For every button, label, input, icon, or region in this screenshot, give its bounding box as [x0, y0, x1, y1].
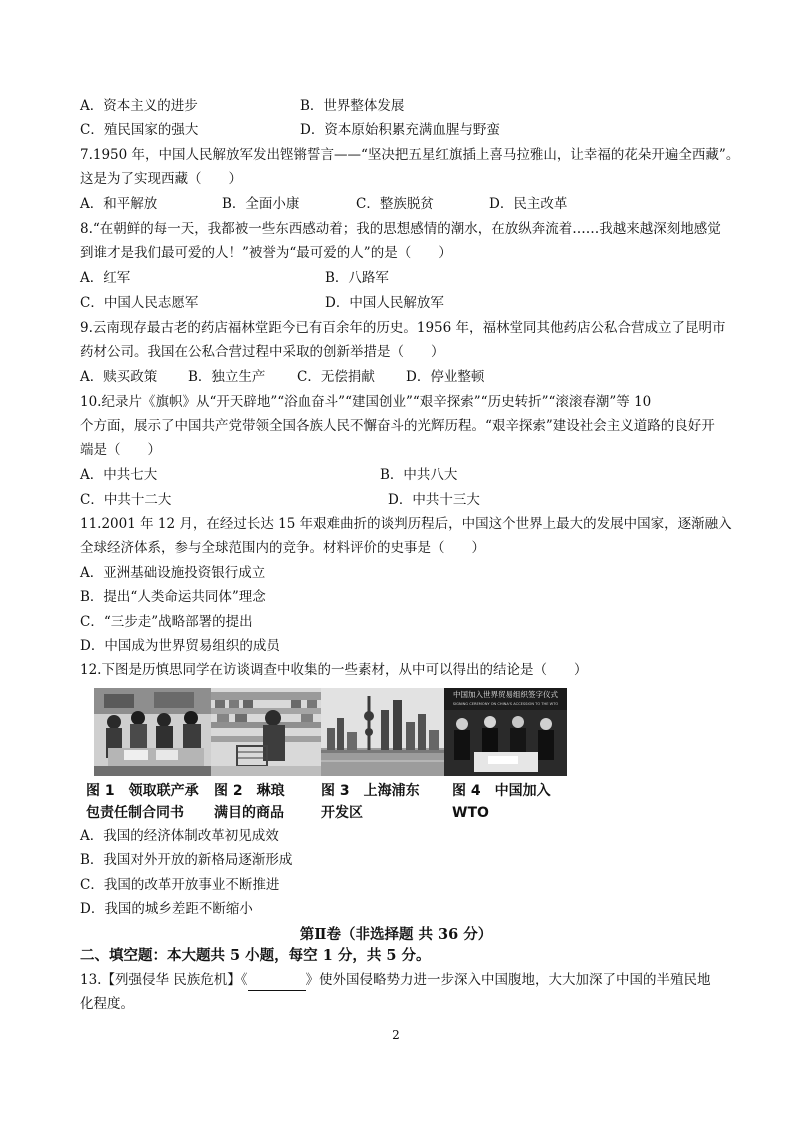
q6-option-a: A．资本主义的进步	[80, 98, 198, 114]
q12-stem: 12.下图是历慎思同学在访谈调查中收集的一些素材，从中可以得出的结论是（ ）	[80, 662, 588, 678]
figure-2-caption-line1: 图 2 琳琅	[214, 783, 285, 799]
q10-stem-line1: 10.纪录片《旗帜》从“开天辟地”“浴血奋斗”“建国创业”“艰辛探索”“历史转折”“滚滚春潮”等 10	[80, 394, 652, 410]
q11-option-a: A．亚洲基础设施投资银行成立	[80, 565, 266, 581]
q6-option-d: D．资本原始积累充满血腥与野蛮	[300, 122, 500, 138]
q13-prefix: 13.【列强侵华 民族危机】《	[80, 972, 248, 988]
q13-answer-blank[interactable]	[248, 970, 306, 991]
figure-4-photo	[444, 688, 567, 776]
q8-option-c: C．中国人民志愿军	[80, 295, 199, 311]
figure-1-caption-line1: 图 1 领取联产承	[86, 783, 199, 799]
figure-4-banner-cn: 中国加入世界贸易组织签字仪式	[453, 690, 558, 699]
figure-4-banner-en: SIGNING CEREMONY ON CHINA'S ACCESSION TO THE WTO	[452, 702, 559, 706]
q6-option-c: C．殖民国家的强大	[80, 122, 199, 138]
q13-stem-line1	[80, 970, 711, 991]
figure-4-caption-line2: WTO	[452, 805, 489, 821]
page-number: 2	[392, 1028, 400, 1042]
q8-stem-line1: 8.“在朝鲜的每一天，我都被一些东西感动着；我的思想感情的潮水，在放纵奔流着……我越来越深刻地感觉	[80, 221, 721, 237]
q8-option-d: D．中国人民解放军	[325, 295, 444, 311]
q9-option-a: A．赎买政策	[80, 369, 158, 385]
q8-stem-line2: 到谁才是我们最可爱的人！”被誉为“最可爱的人”的是（ ）	[80, 245, 452, 261]
figure-1-photo	[94, 688, 217, 776]
q11-option-d: D．中国成为世界贸易组织的成员	[80, 638, 280, 654]
q8-option-a: A．红军	[80, 270, 131, 286]
q7-option-c: C．整族脱贫	[356, 196, 434, 212]
figure-3-caption-line2: 开发区	[321, 805, 363, 821]
figure-3-photo	[321, 688, 444, 776]
q7-option-b: B．全面小康	[222, 196, 300, 212]
q11-stem-line2: 全球经济体系，参与全球范围内的竞争。材料评价的史事是（ ）	[80, 540, 485, 556]
q7-option-d: D．民主改革	[489, 196, 568, 212]
q12-option-a: A．我国的经济体制改革初见成效	[80, 828, 279, 844]
q9-stem-line1: 9.云南现存最古老的药店福林堂距今已有百余年的历史。1956 年，福林堂同其他药店公私合营成立了昆明市	[80, 320, 726, 336]
q12-option-c: C．我国的改革开放事业不断推进	[80, 877, 280, 893]
figure-3-caption-line1: 图 3 上海浦东	[321, 783, 420, 799]
q10-option-b: B．中共八大	[380, 467, 458, 483]
q9-option-c: C．无偿捐献	[297, 369, 375, 385]
q11-option-c: C．“三步走”战略部署的提出	[80, 614, 253, 630]
q10-option-d: D．中共十三大	[388, 492, 480, 508]
figure-2-caption-line2: 满目的商品	[214, 805, 284, 821]
part-2-title: 第Ⅱ卷（非选择题 共 36 分）	[299, 926, 493, 943]
figure-2-photo	[211, 688, 334, 776]
q12-option-b: B．我国对外开放的新格局逐渐形成	[80, 852, 293, 868]
q13-suffix: 》使外国侵略势力进一步深入中国腹地，大大加深了中国的半殖民地	[305, 972, 711, 988]
q11-stem-line1: 11.2001 年 12 月，在经过长达 15 年艰难曲折的谈判历程后，中国这个世界上最大的发展中国家，逐渐融入	[80, 516, 732, 532]
q8-option-b: B．八路军	[325, 270, 389, 286]
q9-option-d: D．停业整顿	[406, 369, 485, 385]
figure-1-caption-line2: 包责任制合同书	[86, 805, 184, 821]
q7-option-a: A．和平解放	[80, 196, 158, 212]
q7-stem-line2: 这是为了实现西藏（ ）	[80, 171, 242, 187]
q9-option-b: B．独立生产	[188, 369, 266, 385]
q6-option-b: B．世界整体发展	[300, 98, 405, 114]
section-2-heading: 二、填空题：本大题共 5 小题，每空 1 分，共 5 分。	[80, 947, 431, 964]
q10-stem-line2: 个方面，展示了中国共产党带领全国各族人民不懈奋斗的光辉历程。“艰辛探索”建设社会主义道路的良好开	[80, 418, 715, 434]
q10-option-a: A．中共七大	[80, 467, 158, 483]
q12-option-d: D．我国的城乡差距不断缩小	[80, 901, 253, 917]
q13-stem-line2: 化程度。	[80, 996, 134, 1012]
q9-stem-line2: 药材公司。我国在公私合营过程中采取的创新举措是（ ）	[80, 344, 445, 360]
figure-4-caption-line1: 图 4 中国加入	[452, 783, 551, 799]
q11-option-b: B．提出“人类命运共同体”理念	[80, 589, 266, 605]
q10-option-c: C．中共十二大	[80, 492, 172, 508]
q10-stem-line3: 端是（ ）	[80, 442, 161, 458]
q7-stem-line1: 7.1950 年，中国人民解放军发出铿锵誓言——“坚决把五星红旗插上喜马拉雅山，让幸福的花朵开遍全西藏”。	[80, 147, 740, 163]
